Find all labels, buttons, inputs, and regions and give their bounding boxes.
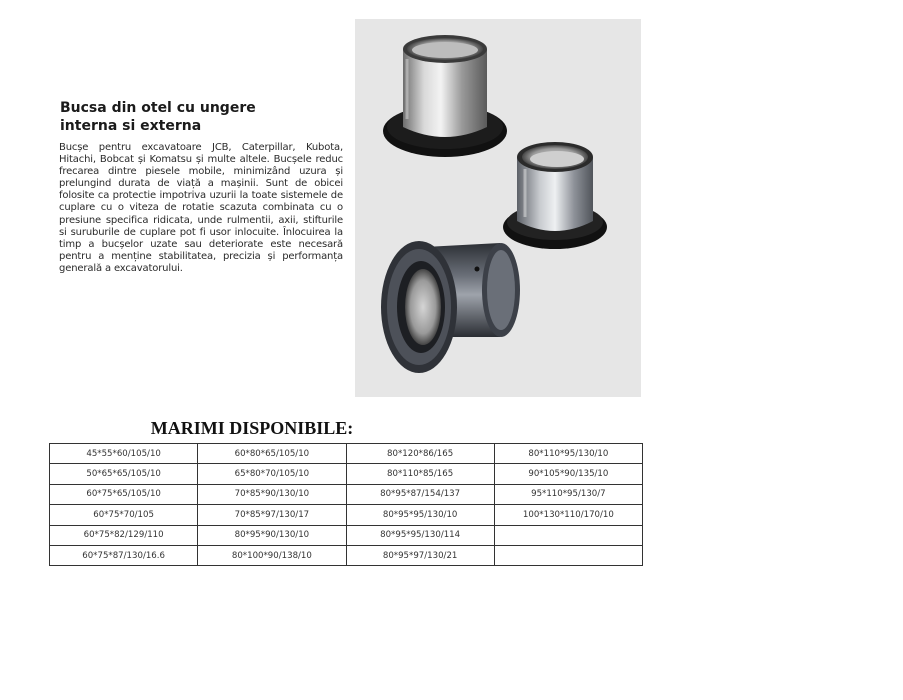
table-cell: 70*85*97/130/17 xyxy=(198,505,346,525)
table-cell: 80*100*90/138/10 xyxy=(198,545,346,565)
bushing-3-graphic xyxy=(381,241,520,373)
table-row xyxy=(50,545,643,565)
table-cell: 100*130*110/170/10 xyxy=(494,505,642,525)
table-cell: 65*80*70/105/10 xyxy=(198,464,346,484)
product-description: Bucșe pentru excavatoare JCB, Caterpillar, Kubota, Hitachi, Bobcat și Komatsu și multe altele. Bucșele reduc frecarea dintre piesele mobile, minimizând uzura și prelungind durata de viață a mașinii. Sunt de obicei folosite ca protectie impotriva uzurii la toate sistemele de cuplare cu o viteza de rotatie scazuta combinata cu o presiune specifica ridicata, unde rulmentii, axii, stifturile si suruburile de cuplare pot fi usor inlocuite. Înlocuirea la timp a bucșelor uzate sau deteriorate este necesară pentru a menține stabilitatea, precizia și performanța generală a excavatorului. xyxy=(59,142,343,274)
table-cell: 80*95*87/154/137 xyxy=(346,484,494,504)
table-cell: 90*105*90/135/10 xyxy=(494,464,642,484)
bushing-1-graphic xyxy=(383,35,507,157)
sizes-table xyxy=(49,443,643,566)
table-row xyxy=(50,464,643,484)
sizes-heading xyxy=(0,418,504,439)
table-cell: 60*75*87/130/16.6 xyxy=(50,545,198,565)
sizes-heading-text: MARIMI DISPONIBILE: xyxy=(150,418,354,438)
table-row xyxy=(50,444,643,464)
table-cell: 60*75*70/105 xyxy=(50,505,198,525)
table-cell: 80*95*97/130/21 xyxy=(346,545,494,565)
table-cell: 70*85*90/130/10 xyxy=(198,484,346,504)
table-cell xyxy=(494,545,642,565)
table-cell: 80*120*86/165 xyxy=(346,444,494,464)
table-cell: 60*75*82/129/110 xyxy=(50,525,198,545)
table-row xyxy=(50,484,643,504)
bushing-2-graphic xyxy=(503,142,607,249)
table-cell: 50*65*65/105/10 xyxy=(50,464,198,484)
table-cell: 80*110*85/165 xyxy=(346,464,494,484)
table-cell: 45*55*60/105/10 xyxy=(50,444,198,464)
table-cell: 95*110*95/130/7 xyxy=(494,484,642,504)
table-cell: 80*95*95/130/114 xyxy=(346,525,494,545)
table-cell: 80*95*95/130/10 xyxy=(346,505,494,525)
table-row xyxy=(50,525,643,545)
product-title: Bucsa din otel cu ungere interna si externa xyxy=(60,100,256,134)
table-cell: 80*110*95/130/10 xyxy=(494,444,642,464)
product-photo xyxy=(355,19,641,397)
table-cell: 80*95*90/130/10 xyxy=(198,525,346,545)
table-cell: 60*80*65/105/10 xyxy=(198,444,346,464)
table-cell: 60*75*65/105/10 xyxy=(50,484,198,504)
table-cell xyxy=(494,525,642,545)
table-row xyxy=(50,505,643,525)
